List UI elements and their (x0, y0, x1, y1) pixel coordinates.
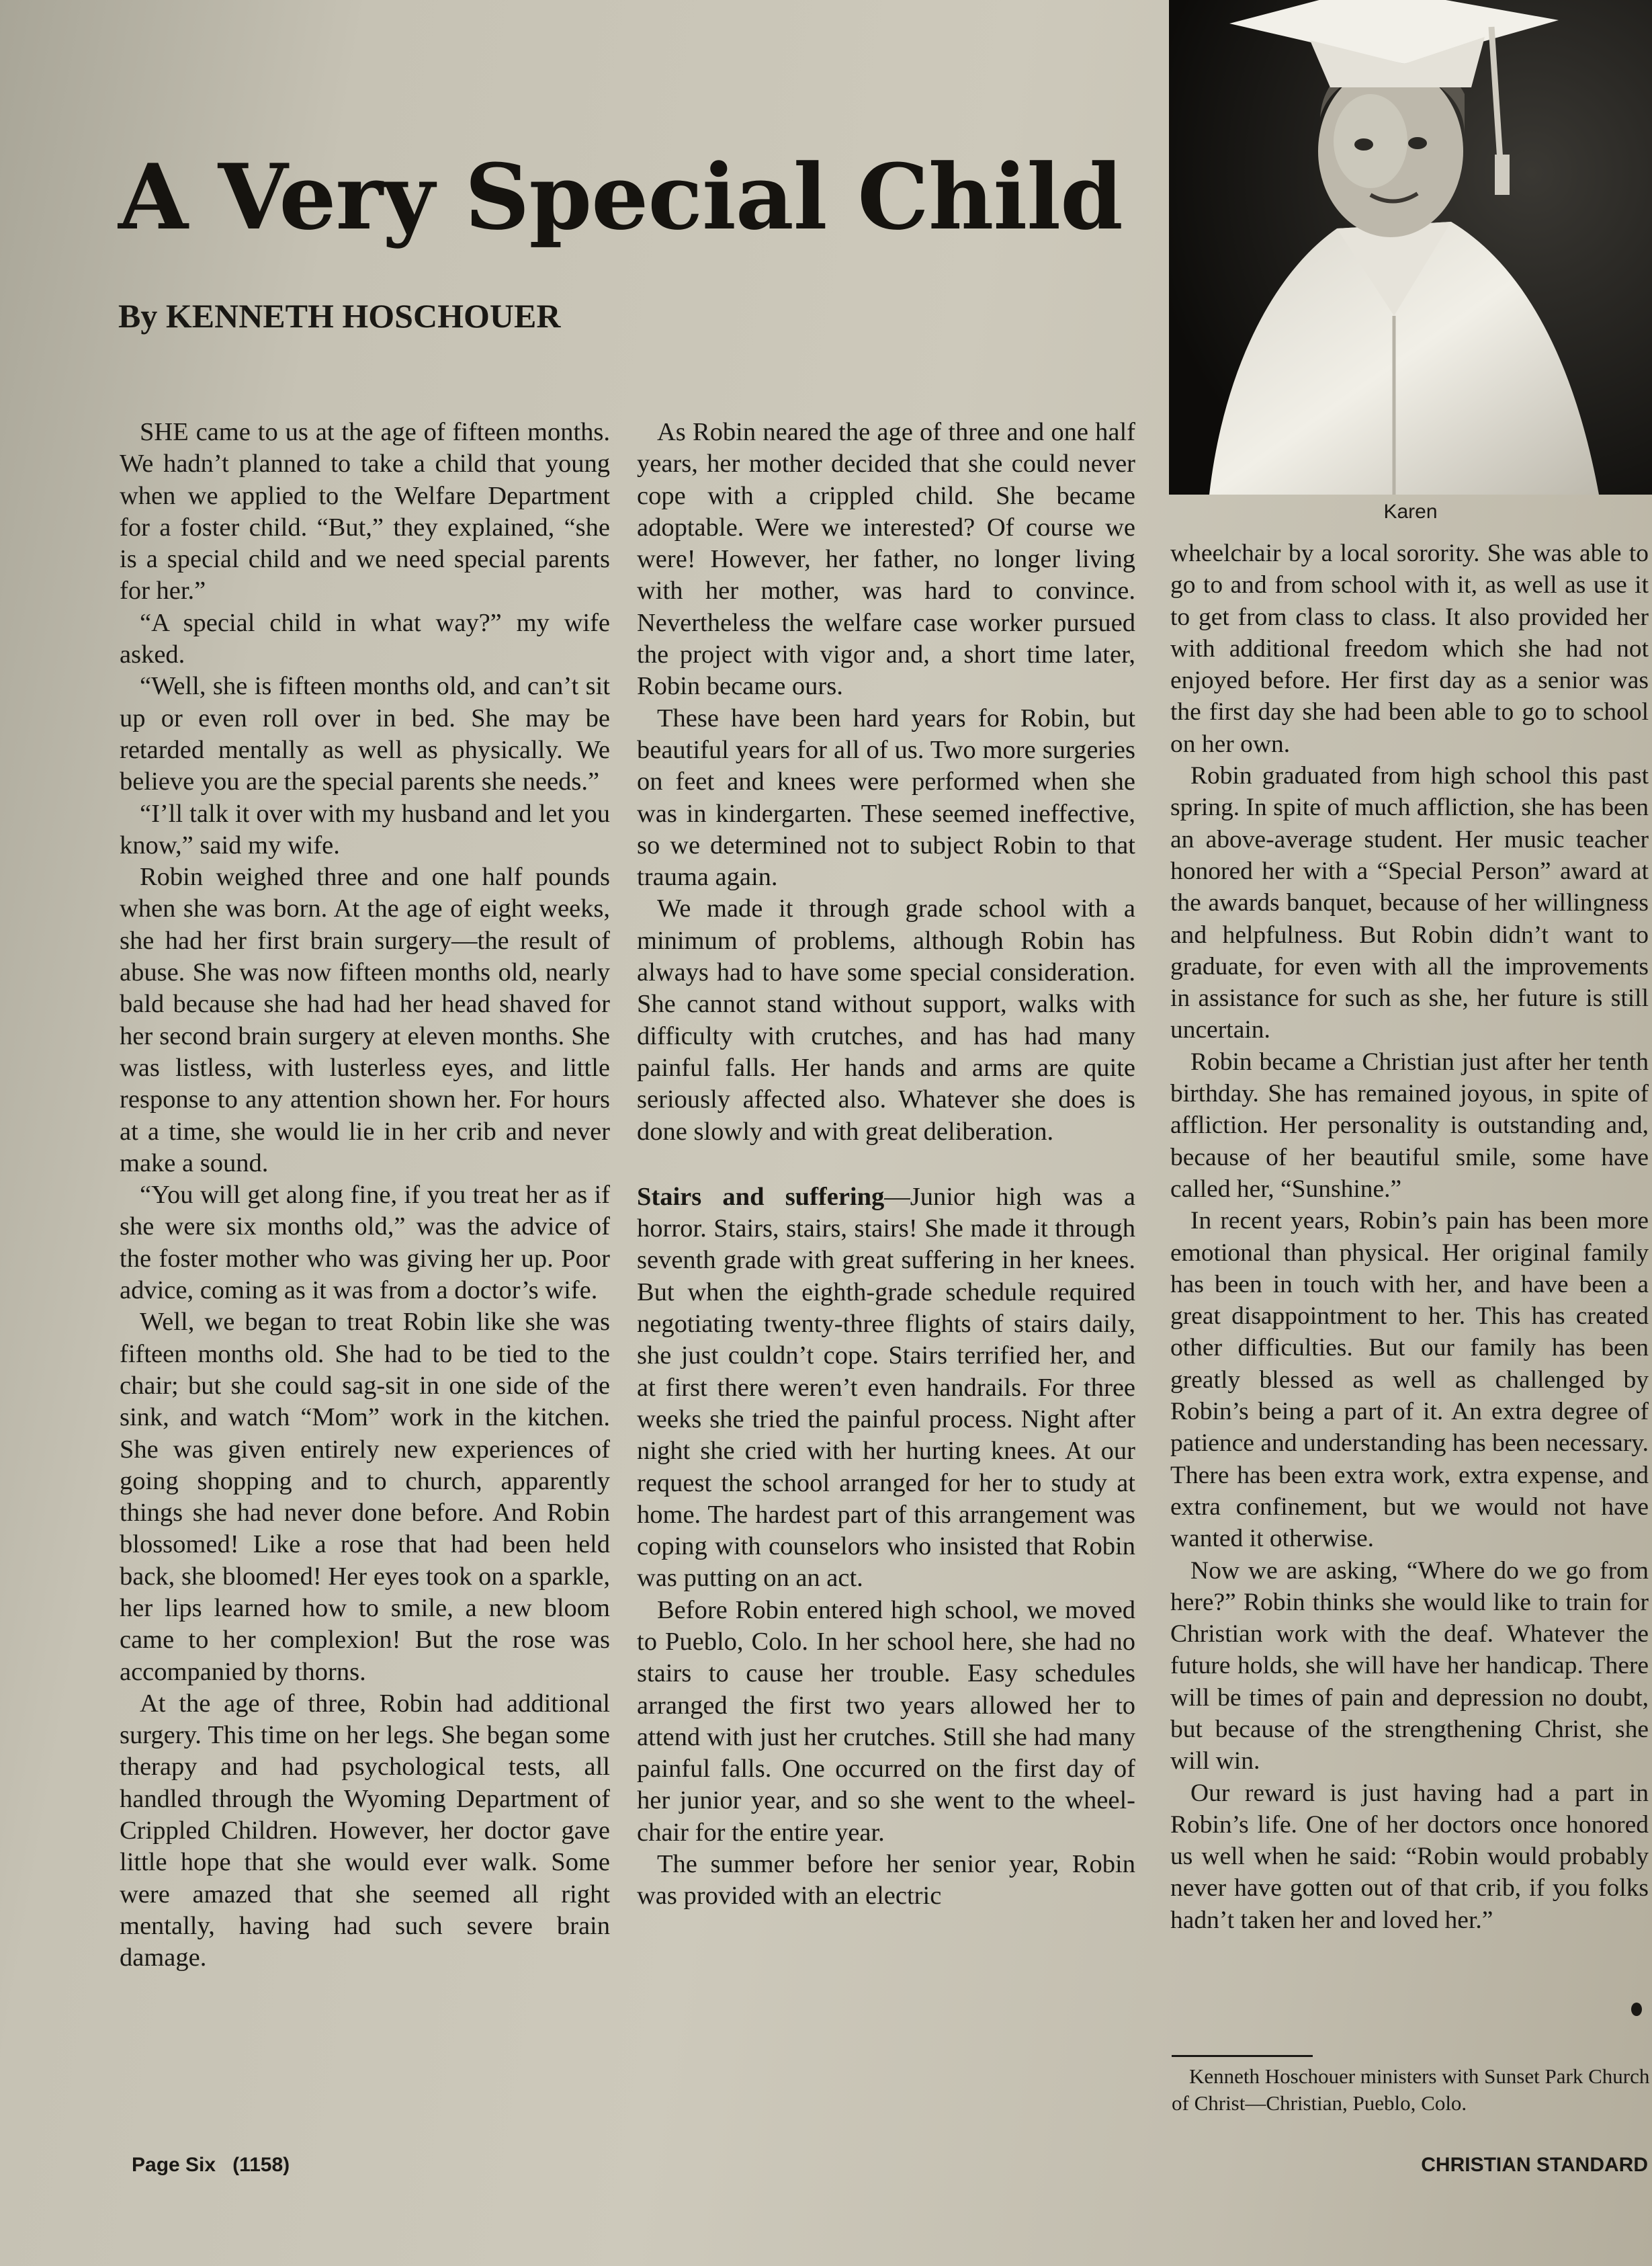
paragraph: Now we are asking, “Where do we go from here?” Robin thinks she would like to train for Christian work with the deaf. Whatever the future holds, she will have her handicap. There will be times of pain and depression no doubt, but because of the strengthening Christ, she will win. (1170, 1556, 1649, 1775)
photo-caption: Karen (1383, 501, 1438, 523)
paragraph: In recent years, Robin’s pain has been more emotional than physical. Her original family has been in touch with her, and have been a great disappointment to her. This has created other difficulties. But our family has been greatly blessed as well as challenged by Robin’s being a part of it. An extra degree of patience and understanding has been necessary. There has been extra work, extra expense, and extra confinement, but we would not have wanted it otherwise. (1170, 1207, 1649, 1553)
paragraph: Before Robin entered high school, we moved to Pueblo, Colo. In her school here, she had no stairs to cause her trouble. Easy schedules arranged the first two years allowed her to attend with just her crutches. Still she had many painful falls. One occurred on the first day of her junior year, and so she went to the wheelchair for the entire year. (637, 1595, 1135, 1847)
author-bio: Kenneth Hoschouer ministers with Sunset Park Church of Christ—Christian, Pueblo, Colo. (1172, 2064, 1650, 2115)
paragraph: “A special child in what way?” my wife asked. (120, 608, 610, 669)
column-one (120, 417, 610, 1974)
paragraph: These have been hard years for Robin, but beautiful years for all of us. Two more surgeries on feet and knees were performed when she was in kindergarten. These seemed ineffective, so we determined not to subject Robin to that trauma again. (637, 704, 1135, 892)
graduate-photo (1169, 0, 1652, 495)
paragraph: As Robin neared the age of three and one half years, her mother decided that she could never cope with a crippled child. She became adoptable. Were we interested? Of course we were! However, her father, no longer living with her mother, was hard to convince. Nevertheless the welfare case worker pursued the project with vigor and, a short time later, Robin became ours. (637, 418, 1135, 701)
article-title: A Very Special Child (118, 144, 1123, 250)
column-three (1170, 538, 1649, 1936)
paragraph: Robin weighed three and one half pounds when she was born. At the age of eight weeks, she had her first brain surgery—the result of abuse. She was now fifteen months old, nearly bald because she had had her head shaved for her second brain surgery at eleven months. She was listless, with lusterless eyes, and little response to any attention shown her. For hours at a time, she would lie in her crib and never make a sound. (120, 863, 610, 1177)
paragraph: wheelchair by a local sorority. She was able to go to and from school with it, as well as use it to get from class to class. It also provided her with additional freedom which she had not enjoyed before. Her first day as a senior was the first day she had been able to go to school on her own. (1170, 540, 1649, 758)
end-mark (1631, 2003, 1642, 2016)
paragraph: “You will get along fine, if you treat her as if she were six months old,” was the advice of the foster mother who was giving her up. Poor advice, coming as it was from a doctor’s wife. (120, 1181, 610, 1305)
graduate-photo-illustration (1169, 0, 1652, 495)
section-subhead: Stairs and suffering (637, 1182, 885, 1211)
paragraph: The summer before her senior year, Robin was provided with an electric (637, 1850, 1135, 1911)
paragraph: We made it through grade school with a minimum of problems, although Robin has always had to have some special consideration. She cannot stand without support, walks with difficulty with crutches, and has had many painful falls. Her hands and arms are quite seriously affected also. Whatever she does is done slowly and with great deliberation. (637, 894, 1135, 1146)
article-byline: By KENNETH HOSCHOUER (118, 297, 561, 335)
publication-name: CHRISTIAN STANDARD (1421, 2154, 1648, 2176)
paragraph: “Well, she is fifteen months old, and can’t sit up or even roll over in bed. She may be retarded mentally as well as physically. We believe you are the special parents she needs.” (120, 672, 610, 796)
column-two (637, 417, 1135, 1913)
paragraph: Robin became a Christian just after her tenth birthday. She has remained joyous, in spite of affliction. Her personality is outstanding and, because of her beautiful smile, some have called her, “Sunshine.” (1170, 1048, 1649, 1203)
paragraph: “I’ll talk it over with my husband and let you know,” said my wife. (120, 799, 610, 859)
paragraph: Robin graduated from high school this past spring. In spite of much affliction, she has been an above-average student. Her music teacher honored her with a “Special Person” award at the awards banquet, because of her willingness and helpfulness. But Robin didn’t want to graduate, for even with all the improvements in assistance for such as she, her future is still uncertain. (1170, 762, 1649, 1044)
subhead-paragraph-text: —Junior high was a horror. Stairs, stairs, stairs! She made it through seventh grade with great suffering in her knees. But when the eighth-grade schedule required negotiating twenty-three flights of stairs daily, she just couldn’t cope. Stairs terrified her, and at first there weren’t even handrails. For three weeks she tried the painful process. Night after night she cried with her hurting knees. At our request the school arranged for her to study at home. The hardest part of this arrangement was coping with counselors who insisted that Robin was putting on an act. (637, 1182, 1135, 1593)
paragraph: SHE came to us at the age of fifteen months. We hadn’t planned to take a child that young when we applied to the Welfare Department for a foster child. “But,” they explained, “she is a special child and we need special parents for her.” (120, 418, 610, 605)
paragraph: At the age of three, Robin had additional surgery. This time on her legs. She began some therapy and had psychological tests, all handled through the Wyoming Department of Crippled Children. However, her doctor gave little hope that she would ever walk. Some were amazed that she seemed all right mentally, having had such severe brain damage. (120, 1689, 610, 1972)
paragraph: Our reward is just having had a part in Robin’s life. One of her doctors once honored us well when he said: “Robin would probably never have gotten out of that crib, if you folks hadn’t taken her and loved her.” (1170, 1779, 1649, 1934)
subhead-paragraph (637, 1181, 1135, 1595)
paragraph: Well, we began to treat Robin like she was fifteen months old. She had to be tied to the chair; but she could sag-sit in one side of the sink, and watch “Mom” work in the kitchen. She was given entirely new experiences of going shopping and to church, apparently things she had never done before. And Robin blossomed! Like a rose that had been held back, she bloomed! Her eyes took on a sparkle, her lips learned how to smile, a new bloom came to her complexion! But the rose was accompanied by thorns. (120, 1308, 610, 1686)
bio-divider (1172, 2055, 1313, 2057)
page-number: Page Six (1158) (132, 2154, 290, 2176)
